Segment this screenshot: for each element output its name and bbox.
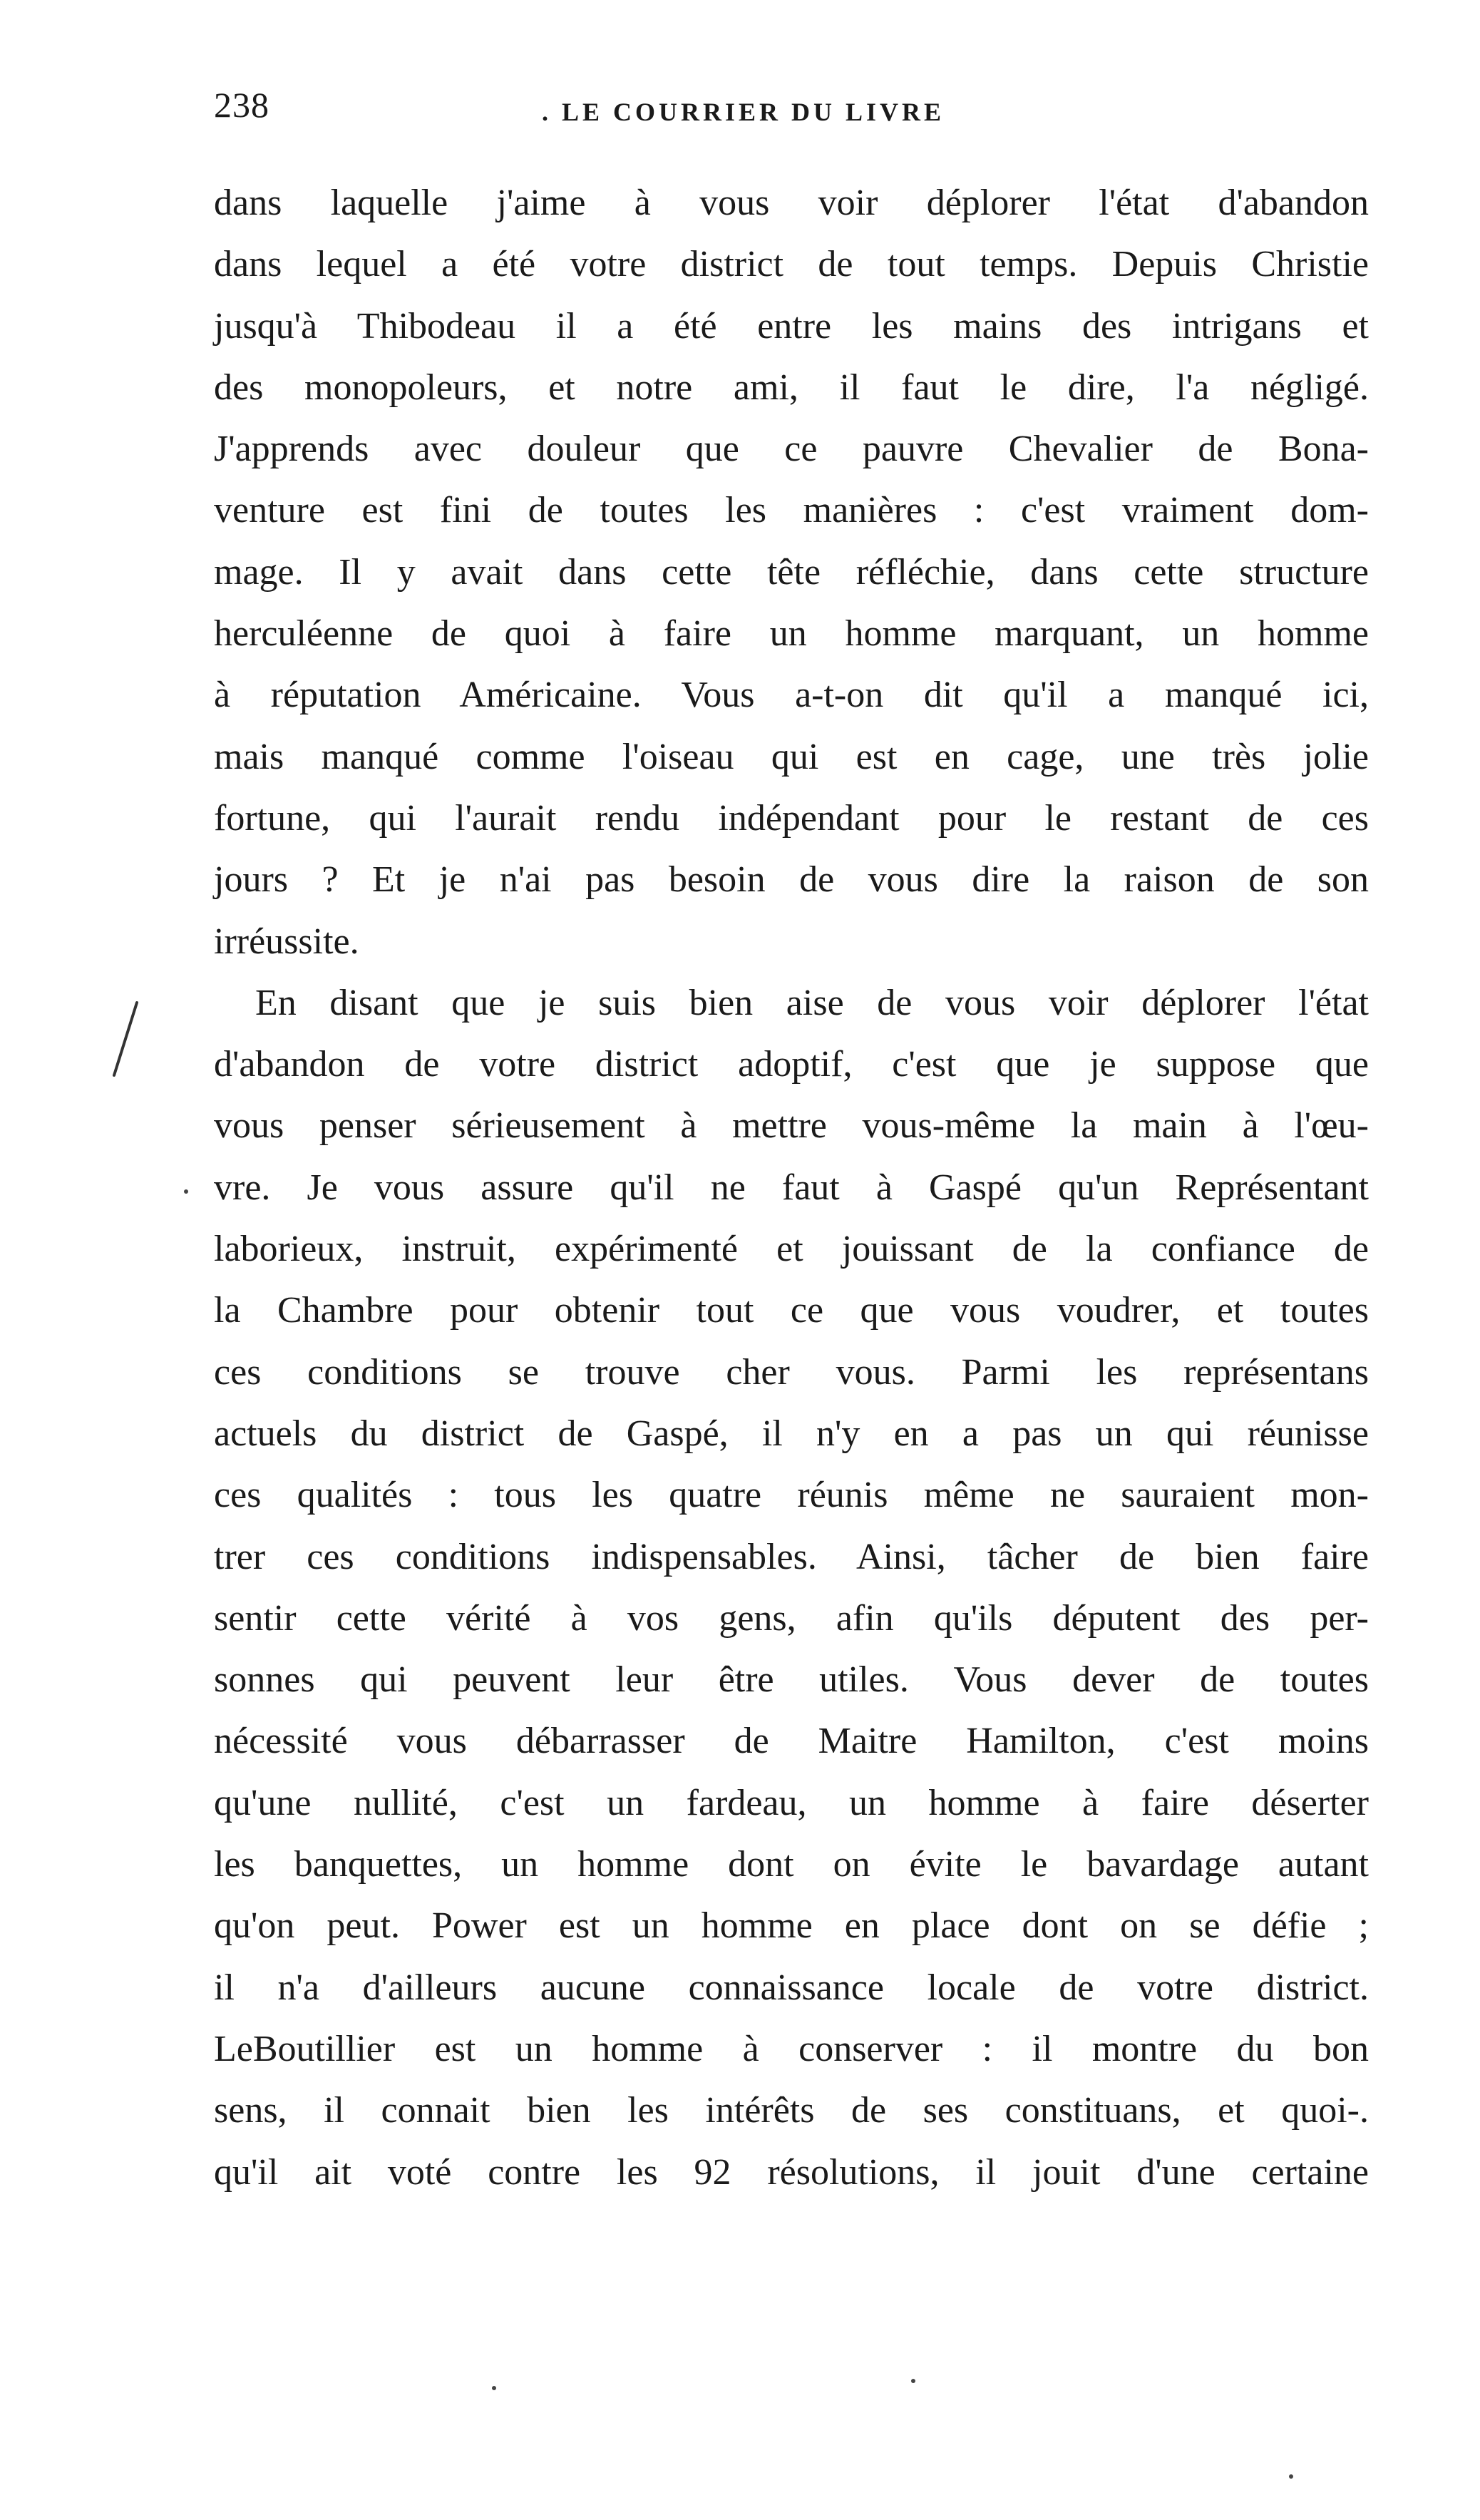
body-text — [214, 173, 1369, 2203]
paragraph-1 — [214, 173, 1369, 973]
text-line: qu'on peut. Power est un homme en place dont on se défie ; — [214, 1905, 1369, 1947]
text-line: jours ? Et je n'ai pas besoin de vous dire la raison de son — [214, 859, 1369, 901]
text-line: d'abandon de votre district adoptif, c'est que je suppose que — [214, 1044, 1369, 1085]
text-line: dans lequel a été votre district de tout temps. Depuis Christie — [214, 244, 1369, 285]
text-line: LeBoutillier est un homme à conserver : il montre du bon — [214, 2028, 1369, 2069]
text-line: à réputation Américaine. Vous a-t-on dit qu'il a manqué ici, — [214, 675, 1369, 716]
text-line: nécessité vous débarrasser de Maitre Hamilton, c'est moins — [214, 1721, 1369, 1762]
text-line: mage. Il y avait dans cette tête réfléchie, dans cette structure — [214, 551, 1369, 593]
text-line: mais manqué comme l'oiseau qui est en cage, une très jolie — [214, 736, 1369, 777]
text-line: irréussite. — [214, 921, 359, 962]
running-title: . LE COURRIER DU LIVRE — [542, 98, 945, 126]
text-line: il n'a d'ailleurs aucune connaissance locale de votre district. — [214, 1967, 1369, 2008]
text-line: des monopoleurs, et notre ami, il faut le dire, l'a négligé. — [214, 367, 1369, 408]
text-line: fortune, qui l'aurait rendu indépendant pour le restant de ces — [214, 797, 1369, 839]
text-line: jusqu'à Thibodeau il a été entre les mains des intrigans et — [214, 305, 1369, 347]
paragraph-2 — [214, 973, 1369, 2203]
margin-dot-mark — [184, 1189, 188, 1194]
text-line: vous penser sérieusement à mettre vous-même la main à l'œu- — [214, 1105, 1369, 1147]
margin-slash-mark — [108, 1000, 144, 1078]
text-line: qu'une nullité, c'est un fardeau, un homme à faire déserter — [214, 1782, 1369, 1823]
speck-mark — [1289, 2474, 1293, 2479]
speck-mark — [911, 2379, 915, 2383]
text-line: trer ces conditions indispensables. Ainsi, tâcher de bien faire — [214, 1536, 1369, 1577]
text-line: venture est fini de toutes les manières : c'est vraiment dom- — [214, 490, 1369, 531]
text-line: actuels du district de Gaspé, il n'y en a pas un qui réunisse — [214, 1413, 1369, 1454]
text-line: sonnes qui peuvent leur être utiles. Vous dever de toutes — [214, 1659, 1369, 1701]
text-line: dans laquelle j'aime à vous voir déplorer l'état d'abandon — [214, 183, 1369, 223]
text-line: En disant que je suis bien aise de vous voir déplorer l'état — [255, 982, 1369, 1023]
text-line: sens, il connait bien les intérêts de ses constituans, et quoi-. — [214, 2090, 1369, 2131]
page-number: 238 — [214, 85, 269, 125]
text-line: les banquettes, un homme dont on évite le bavardage autant — [214, 1844, 1369, 1885]
text-line: ces qualités : tous les quatre réunis même ne sauraient mon- — [214, 1475, 1369, 1516]
text-line: la Chambre pour obtenir tout ce que vous voudrer, et toutes — [214, 1290, 1369, 1331]
page-header — [214, 84, 1369, 141]
text-line: J'apprends avec douleur que ce pauvre Chevalier de Bona- — [214, 429, 1369, 470]
text-line: qu'il ait voté contre les 92 résolutions, il jouit d'une certaine — [214, 2151, 1369, 2193]
text-line: vre. Je vous assure qu'il ne faut à Gaspé qu'un Représentant — [214, 1167, 1369, 1208]
text-line: ces conditions se trouve cher vous. Parmi les représentans — [214, 1351, 1369, 1393]
speck-mark — [492, 2386, 496, 2390]
text-line: sentir cette vérité à vos gens, afin qu'ils députent des per- — [214, 1597, 1369, 1639]
text-line: laborieux, instruit, expérimenté et jouissant de la confiance de — [214, 1229, 1369, 1270]
text-line: herculéenne de quoi à faire un homme marquant, un homme — [214, 613, 1369, 655]
